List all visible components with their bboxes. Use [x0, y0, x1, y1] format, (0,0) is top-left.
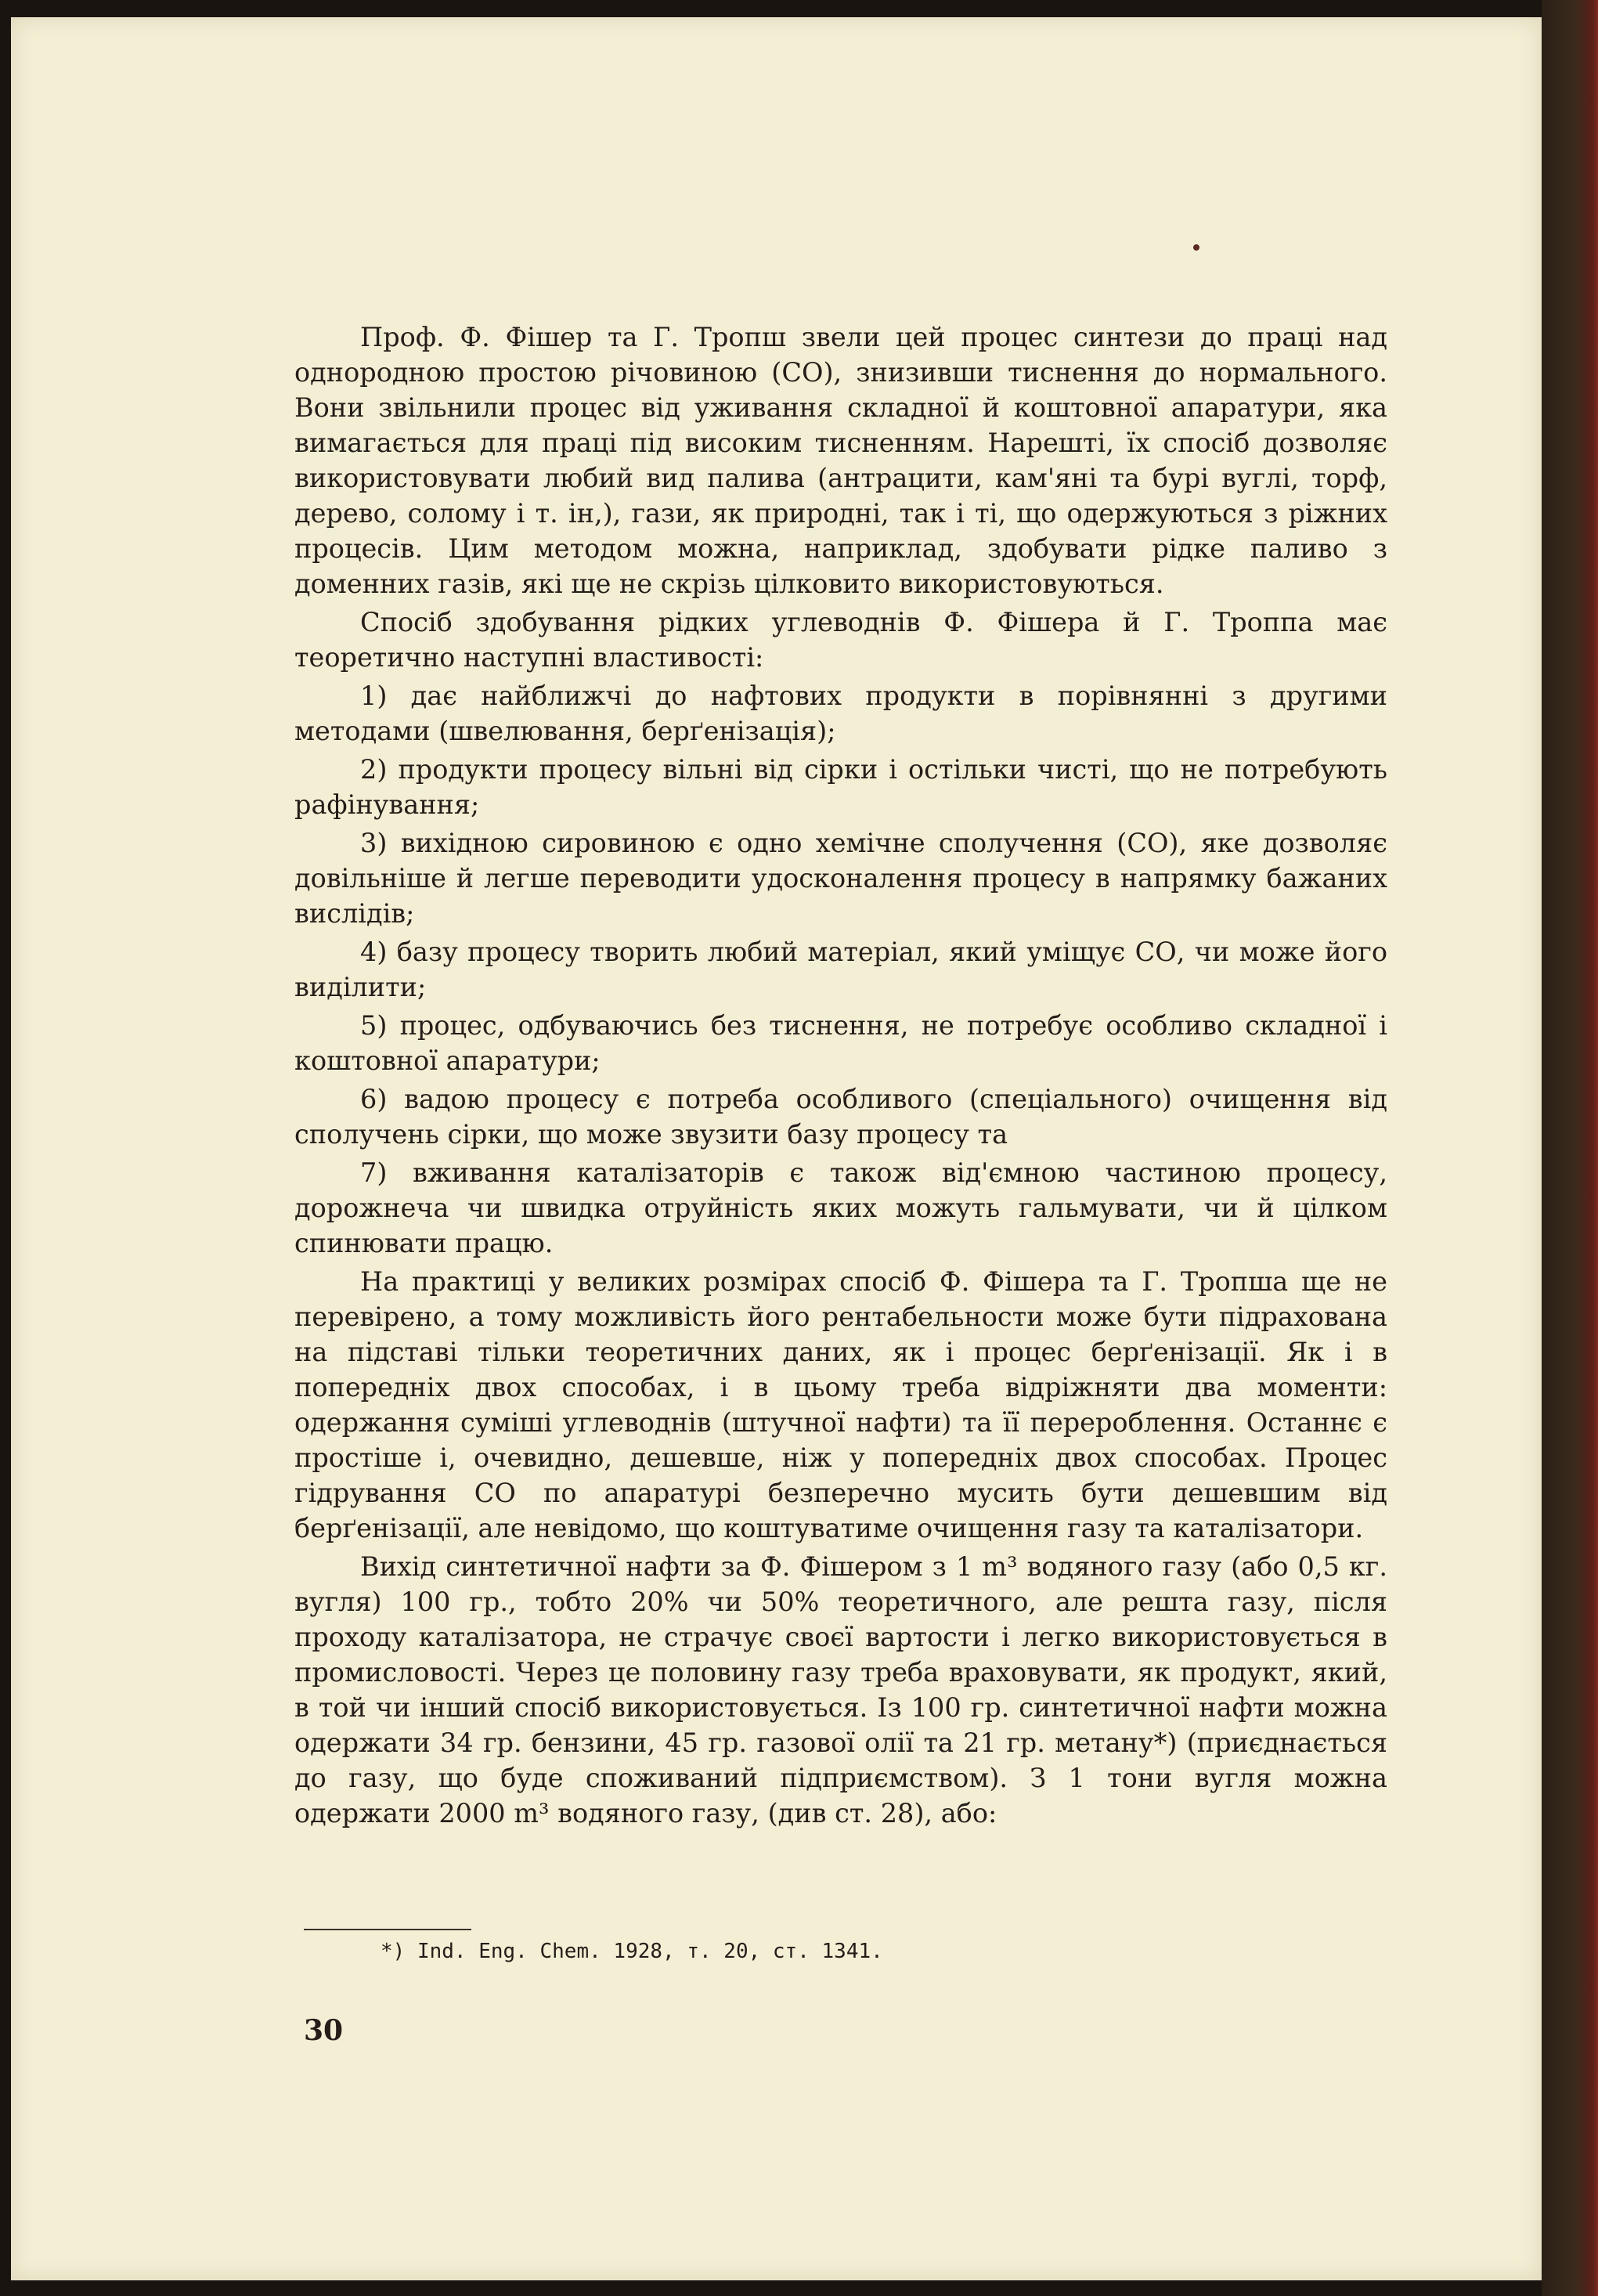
list-item-4: 4) базу процесу творить любий матеріал, який уміщує СО, чи може його виділити;: [294, 937, 1387, 1002]
paragraph-practice: На практиці у великих розмірах спосіб Ф. Фішера та Г. Тропша ще не перевірено, а тому можливість його рентабельности може бути підрахована на підставі тільки теоретичних даних, як і процес берґенізації. Як і в попередніх двох способах, і в цьому треба відріжняти два моменти: одержання суміші углеводнів (штучної нафти) та її перероблення. Останнє є простіше і, очевидно, дешевше, ніж у попередніх двох способах. Процес гідрування СО по апаратурі безперечно мусить бути дешевшим від берґенізації, але невідомо, що коштуватиме очищення газу та каталізатори.: [294, 1266, 1387, 1543]
list-item-1: 1) дає найближчі до нафтових продукти в порівнянні з другими методами (швелювання, берґенізація);: [294, 680, 1387, 746]
paragraph-yield: Вихід синтетичної нафти за Ф. Фішером з 1 m³ водяного газу (або 0,5 кг. вугля) 100 гр., тобто 20% чи 50% теоретичного, але решта газу, після проходу каталізатора, не страчує своєї вартости і легко використовується в промисловості. Через це половину газу треба враховувати, як продукт, який, в той чи інший спосіб використовується. Із 100 гр. синтетичної нафти можна одержати 34 гр. бензини, 45 гр. газової олії та 21 гр. метану*) (приєднається до газу, що буде споживаний підприємством). З 1 тони вугля можна одержати 2000 m³ водяного газу, (див ст. 28), або:: [294, 1551, 1387, 1828]
ink-speck: [1193, 244, 1199, 251]
footnote-divider: [304, 1929, 471, 1930]
paragraph-properties-lead: Спосіб здобування рідких углеводнів Ф. Фішера й Г. Троппа має теоретично наступні властивості:: [294, 607, 1387, 673]
list-item-2: 2) продукти процесу вільні від сірки і остільки чисті, що не потребують рафінування;: [294, 754, 1387, 820]
page-number: 30: [304, 2014, 344, 2047]
list-item-7: 7) вживання каталізаторів є також від'ємною частиною процесу, дорожнеча чи швидка отруйність яких можуть гальмувати, чи й цілком спинювати працю.: [294, 1157, 1387, 1258]
footnote: *) Ind. Eng. Chem. 1928, т. 20, ст. 1341.: [381, 1940, 883, 1963]
book-spine: [1542, 0, 1598, 2296]
body-text: [294, 319, 1387, 1831]
list-item-3: 3) вихідною сировиною є одно хемічне сполучення (СО), яке дозволяє довільніше й легше переводити удосконалення процесу в напрямку бажаних вислідів;: [294, 828, 1387, 929]
list-item-5: 5) процес, одбуваючись без тиснення, не потребує особливо складної і коштовної апаратури;: [294, 1010, 1387, 1076]
paragraph-intro: Проф. Ф. Фішер та Г. Тропш звели цей процес синтези до праці над однородною простою річовиною (СО), знизивши тиснення до нормального. Вони звільнили процес від уживання складної й коштовної апаратури, яка вимагається для праці під високим тисненням. Нарешті, їх спосіб дозволяє використовувати любий вид палива (антрацити, кам'яні та бурі вуглі, торф, дерево, солому і т. ін,), гази, як природні, так і ті, що одержуються з ріжних процесів. Цим методом можна, наприклад, здобувати рідке паливо з доменних газів, які ще не скрізь цілковито використовуються.: [294, 322, 1387, 599]
list-item-6: 6) вадою процесу є потреба особливого (спеціального) очищення від сполучень сірки, що може звузити базу процесу та: [294, 1084, 1387, 1150]
